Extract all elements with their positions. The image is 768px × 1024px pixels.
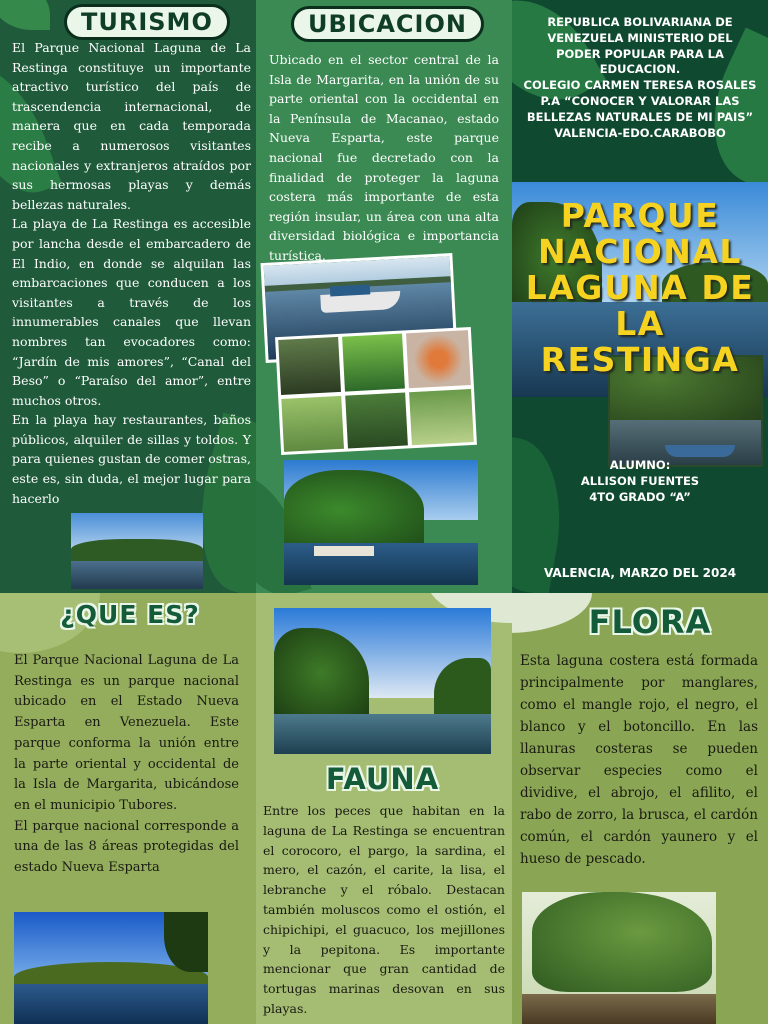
collage-photo [275,327,477,455]
cover-title-line: LAGUNA DE [525,268,755,307]
cover-title-line: LA RESTINGA [540,304,740,379]
school-line: PODER POPULAR PARA LA [556,46,724,61]
canal-photo [71,513,203,589]
school-line: VALENCIA-EDO.CARABOBO [554,125,726,140]
turismo-paragraph-3: En la playa hay restaurantes, baños públicos, alquiler de sillas y toldos. Y para quienes gustan de comer ostras, este es, sin duda, el mejor lugar para hacerlo [12,412,251,506]
school-line: VENEZUELA MINISTERIO DEL [547,30,733,45]
mangrove-tree-photo [522,892,716,1024]
que-es-heading: ¿QUE ES? [60,600,200,629]
student-info [512,457,768,505]
cover-title-line: PARQUE [560,196,720,235]
flora-heading: FLORA [588,603,712,641]
cover-date: VALENCIA, MARZO DEL 2024 [543,566,737,580]
student-line: ALUMNO: [609,458,671,472]
mangrove-lagoon-photo [274,608,491,754]
que-es-paragraph-1: El Parque Nacional Laguna de La Restinga es un parque nacional ubicado en el Estado Nueva Esparta en Venezuela. Este parque conforma la unión entre la parte oriental y occidental de la Isla de Margarita, ubicándose en el municipio Tubores. [14,653,239,813]
ubicacion-heading: UBICACION [291,6,484,42]
school-header [518,15,762,141]
fauna-text: Entre los peces que habitan en la laguna de La Restinga se encuentran el corocoro, el pargo, la sardina, el mero, el cazón, el carite, la lisa, el lebranche y el róbalo. Destacan también moluscos como el ostión, el chipichipi, el guacuco, los mejillones y la pepitona. Es importante mencionar que gran cantidad de tortugas marinas desovan en sus playas. [263,803,505,1016]
ubicacion-text: Ubicado en el sector central de la Isla de Margarita, en la unión de su parte oriental con la occidental en la Península de Macanao, estado Nueva Esparta, este parque nacional fue decretado con la finalidad de proteger la laguna costera más importante de esta región insular, un área con una alta diversidad biológica e importancia turística. [269,52,499,263]
school-line: EDUCACION. [599,62,681,77]
leaf-decoration [0,0,50,30]
school-line: COLEGIO CARMEN TERESA ROSALES [523,78,757,93]
que-es-paragraph-2: El parque nacional corresponde a una de las 8 áreas protegidas del estado Nueva Esparta [14,818,239,876]
flora-text: Esta laguna costera está formada principalmente por manglares, como el mangle rojo, el negro, el blanco y el botoncillo. En las llanuras costeras se pueden observar especies como el dividive, el abrojo, el afilito, el rabo de zorro, la brusca, el cardón común, el cardón yaunero y el hueso de pescado. [520,653,758,867]
school-line: P.A “CONOCER Y VALORAR LAS [540,93,740,108]
lagoon-photo [14,912,208,1024]
cover-title [517,198,763,378]
turismo-text [12,38,251,508]
student-line: ALLISON FUENTES [580,474,700,488]
turismo-paragraph-1: El Parque Nacional Laguna de La Restinga constituye un importante atractivo turístico del país de trascendencia internacional, de manera que en cada temporada recibe a numerosos visitantes nacionales y extranjeros atraídos por sus hermosas playas y demás bellezas naturales. [12,40,251,212]
que-es-text [14,651,239,879]
school-line: REPUBLICA BOLIVARIANA DE [547,15,733,29]
turismo-paragraph-2: La playa de La Restinga es accesible por lancha desde el embarcadero de El Indio, en donde se alquilan las embarcaciones que conducen a los visitantes a través de los innumerables canales que llevan nombres tan evocadores como: “Jardín de mis amores”, “Canal del Beso” o “Paraíso del amor”, entre muchos otros. [12,216,251,408]
turismo-heading: TURISMO [64,4,230,40]
mangrove-boat-photo [284,460,478,585]
cover-title-line: NACIONAL [538,232,742,271]
student-line: 4TO GRADO “A” [589,490,691,504]
school-line: BELLEZAS NATURALES DE MI PAIS” [526,109,754,124]
fauna-heading: FAUNA [325,762,440,796]
